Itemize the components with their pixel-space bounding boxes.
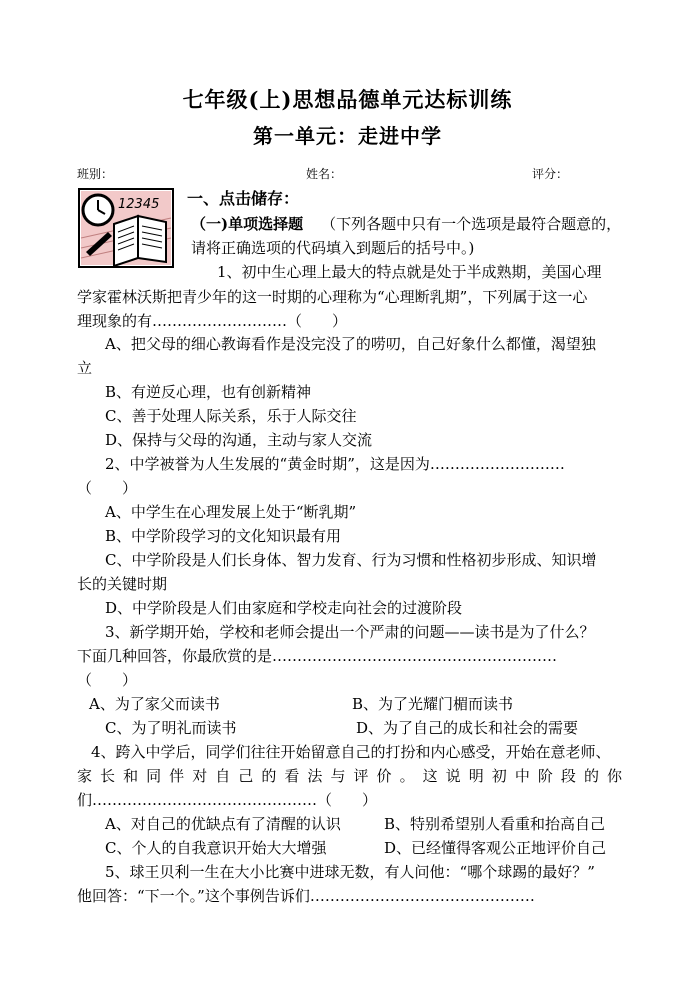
option-1a-line-1: A、把父母的细心教诲看作是没完没了的唠叨，自己好象什么都懂，渴望独 [105,335,596,353]
question-1-line-2: 学家霍林沃斯把青少年的这一时期的心理称为“心理断乳期”，下列属于这一心 [77,288,588,306]
question-1-line-1: 1、初中生心理上最大的特点就是处于半成熟期，美国心理 [217,263,602,281]
unit-subtitle: 第一单元：走进中学 [253,124,442,148]
class-label: 班别： [77,167,114,181]
sub-heading: （一)单项选择题 [191,215,304,233]
question-3-line-3: （ ） [77,671,138,689]
question-3-line-2: 下面几种回答，你最欣赏的是………………………………………………… [77,647,558,665]
option-4b: B、特别希望别人看重和抬高自己 [384,815,606,833]
section-heading: 一、点击储存： [187,189,300,208]
option-3b: B、为了光耀门楣而读书 [352,695,514,713]
option-3c: C、为了明礼而读书 [105,719,237,737]
option-4d: D、已经懂得客观公正地评价自己 [384,839,607,857]
option-2c-line-1: C、中学阶段是人们长身体、智力发育、行为习惯和性格初步形成、知识增 [105,551,597,569]
question-2-line-2: （ ） [77,479,138,497]
option-4c: C、个人的自我意识开始大大增强 [105,839,327,857]
option-1d: D、保持与父母的沟通，主动与家人交流 [105,431,373,449]
instruction-text-2: 请将正确选项的代码填入到题后的括号中。) [191,239,475,257]
question-1-line-3: 理现象的有………………………（ ） [77,312,348,330]
question-2-line-1: 2、中学被誉为人生发展的“黄金时期”，这是因为……………………… [105,455,565,473]
option-2a: A、中学生在心理发展上处于“断乳期” [105,503,357,521]
option-2c-line-2: 长的关键时期 [77,575,168,593]
option-1c: C、善于处理人际关系，乐于人际交往 [105,407,357,425]
option-3d: D、为了自己的成长和社会的需要 [356,719,579,737]
option-1b: B、有逆反心理，也有创新精神 [105,383,312,401]
question-4-line-1: 4、跨入中学后，同学们往往开始留意自己的打扮和内心感受，开始在意老师、 [91,743,611,761]
instruction-text: （下列各题中只有一个选项是最符合题意的， [321,215,622,233]
question-3-line-1: 3、新学期开始，学校和老师会提出一个严肃的问题——读书是为了什么？ [105,623,595,641]
study-clipart-icon [78,188,174,268]
page-title: 七年级(上)思想品德单元达标训练 [182,87,513,112]
option-2d: D、中学阶段是人们由家庭和学校走向社会的过渡阶段 [105,599,463,617]
question-4-line-3: 们………………………………………（ ） [77,791,378,809]
name-label: 姓名： [306,167,343,181]
option-1a-line-2: 立 [77,359,93,377]
option-2b: B、中学阶段学习的文化知识最有用 [105,527,342,545]
score-label: 评分： [532,167,569,181]
question-4-line-2: 家长和同伴对自己的看法与评价。这说明初中阶段的你 [77,767,622,785]
question-5-line-1: 5、球王贝利一生在大小比赛中进球无数，有人问他：“哪个球踢的最好？” [105,863,595,881]
question-5-line-2: 他回答：“下一个。”这个事例告诉们……………………………………… [77,887,535,905]
option-4a: A、对自己的优缺点有了清醒的认识 [105,815,341,833]
clipart-digits: 12345 [118,197,160,212]
option-3a: A、为了家父而读书 [89,695,220,713]
